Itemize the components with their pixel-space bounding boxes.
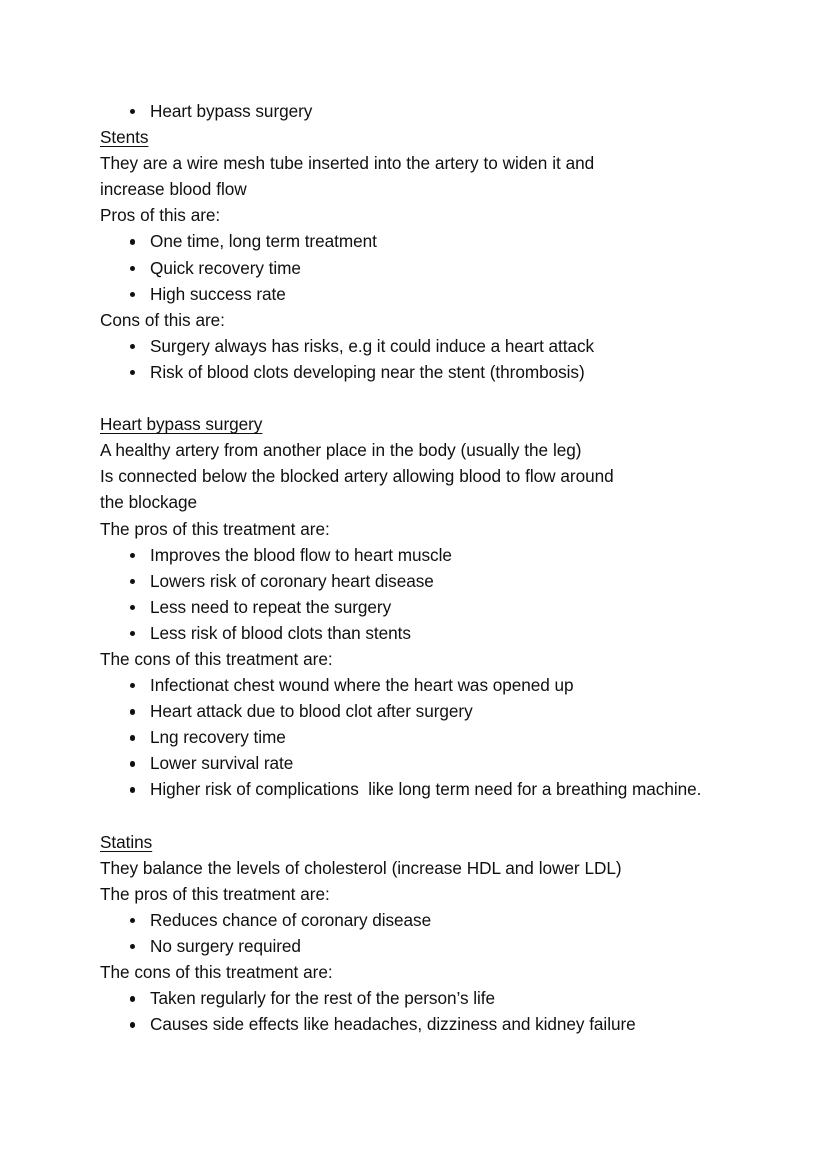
list-item: Causes side effects like headaches, dizziness and kidney failure: [100, 1011, 716, 1037]
list-item: Quick recovery time: [100, 255, 716, 281]
stents-pros-label: Pros of this are:: [100, 205, 221, 226]
section-heading-stents: [100, 124, 716, 150]
heart-bypass-description-line-3: the blockage: [100, 492, 198, 513]
list-item: Improves the blood flow to heart muscle: [100, 542, 716, 568]
statins-cons-label: The cons of this treatment are:: [100, 962, 333, 983]
stents-description-line-2: increase blood flow: [100, 179, 247, 200]
statins-description-line-1: They balance the levels of cholesterol (increase HDL and lower LDL): [100, 857, 622, 878]
statins-pros-label: The pros of this treatment are:: [100, 883, 330, 904]
section-heading-statins: [100, 829, 716, 855]
heart-bypass-cons-label: The cons of this treatment are:: [100, 648, 333, 669]
list-item: Less need to repeat the surgery: [100, 594, 716, 620]
section-spacer: [100, 385, 716, 411]
list-item: Less risk of blood clots than stents: [100, 620, 716, 646]
statins-pros-list: [100, 907, 716, 959]
list-item: Lowers risk of coronary heart disease: [100, 568, 716, 594]
list-item: No surgery required: [100, 933, 716, 959]
document-body: [100, 98, 716, 1037]
list-item: Risk of blood clots developing near the stent (thrombosis): [100, 359, 716, 385]
statins-cons-list: [100, 985, 716, 1037]
section-heading-statins-text: Statins: [100, 831, 153, 852]
section-heading-heart-bypass-surgery-text: Heart bypass surgery: [100, 414, 263, 435]
section-spacer: [100, 803, 716, 829]
intro-bullet-list: [100, 98, 716, 124]
list-item: Surgery always has risks, e.g it could induce a heart attack: [100, 333, 716, 359]
list-item: Lng recovery time: [100, 724, 716, 750]
list-item: Heart bypass surgery: [100, 98, 716, 124]
section-heading-heart-bypass-surgery: [100, 411, 716, 437]
heart-bypass-description-line-2: Is connected below the blocked artery allowing blood to flow around: [100, 466, 614, 487]
stents-pros-list: [100, 228, 716, 306]
heart-bypass-description-line-1: A healthy artery from another place in the body (usually the leg): [100, 440, 582, 461]
list-item: Higher risk of complications like long term need for a breathing machine.: [100, 776, 716, 802]
heart-bypass-pros-list: [100, 542, 716, 646]
list-item: Lower survival rate: [100, 750, 716, 776]
heart-bypass-pros-label: The pros of this treatment are:: [100, 518, 330, 539]
stents-description-line-1: They are a wire mesh tube inserted into the artery to widen it and: [100, 153, 595, 174]
list-item: Infectionat chest wound where the heart was opened up: [100, 672, 716, 698]
list-item: High success rate: [100, 281, 716, 307]
stents-cons-list: [100, 333, 716, 385]
list-item: Taken regularly for the rest of the person’s life: [100, 985, 716, 1011]
stents-cons-label: Cons of this are:: [100, 309, 225, 330]
list-item: Heart attack due to blood clot after surgery: [100, 698, 716, 724]
section-heading-stents-text: Stents: [100, 127, 149, 148]
heart-bypass-cons-list: [100, 672, 716, 802]
list-item: One time, long term treatment: [100, 228, 716, 254]
list-item: Reduces chance of coronary disease: [100, 907, 716, 933]
